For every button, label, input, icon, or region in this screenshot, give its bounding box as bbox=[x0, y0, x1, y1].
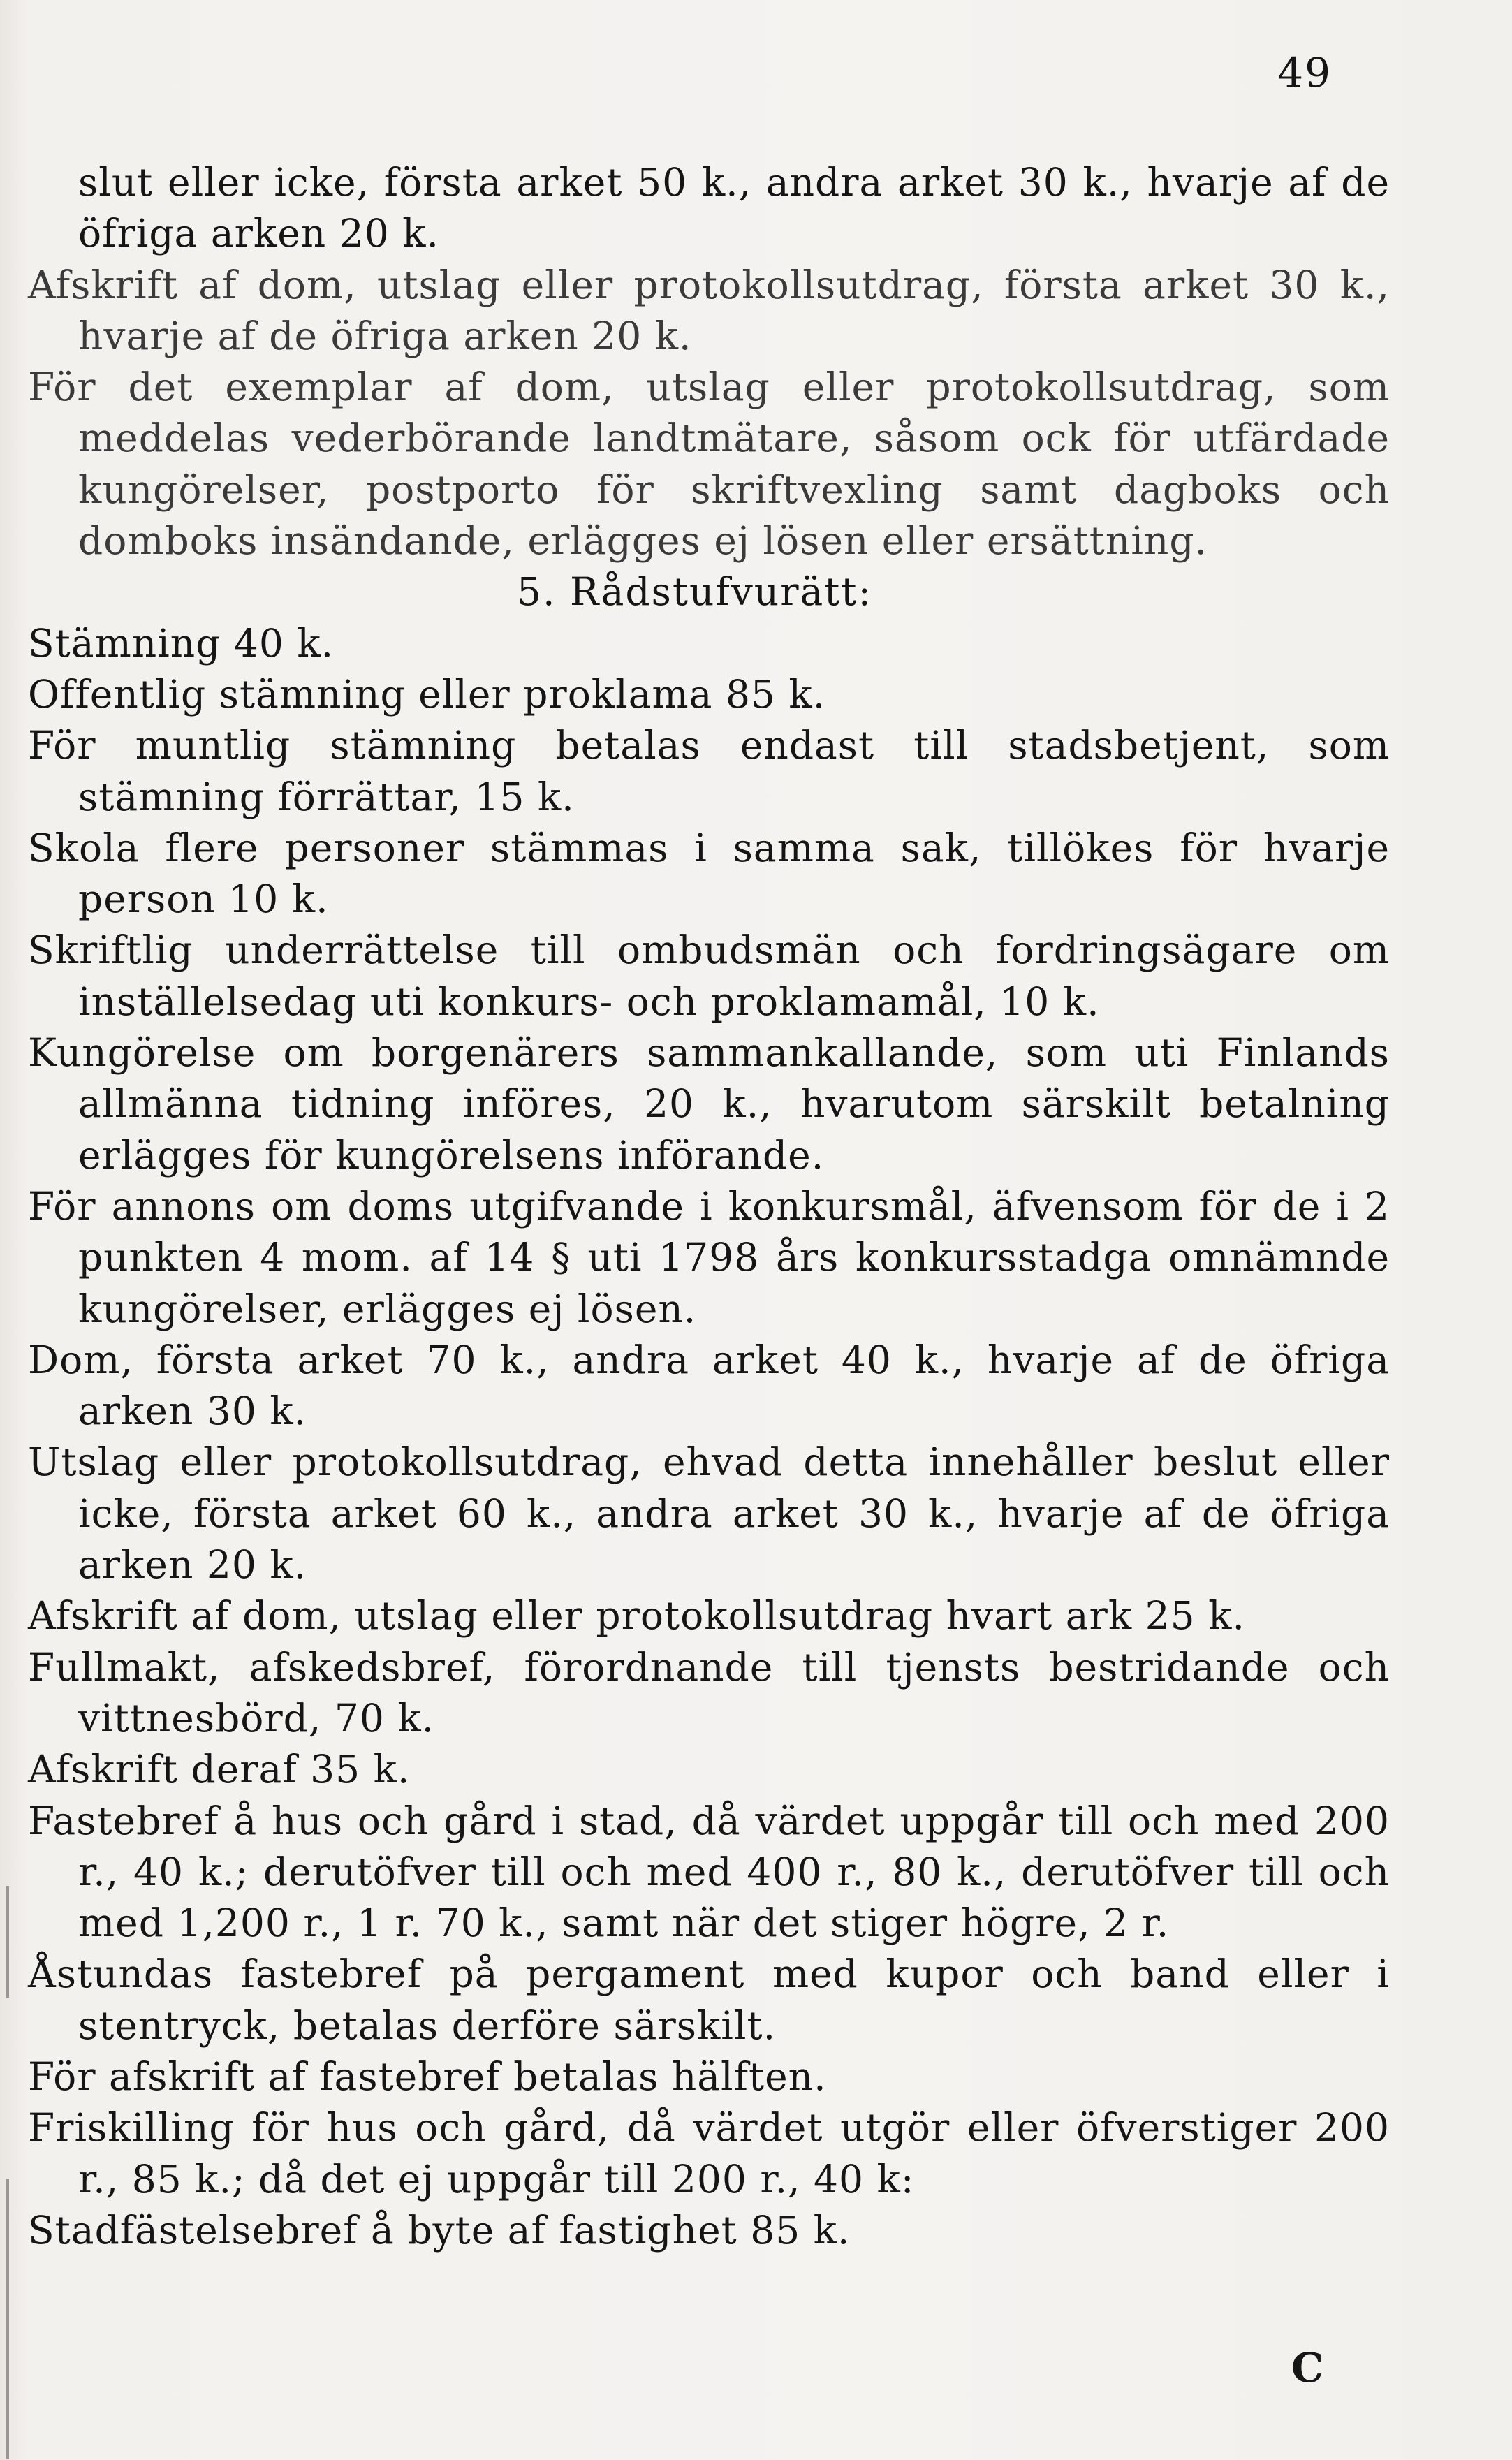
fee-entry: Utslag eller protokollsutdrag, ehvad detta innehåller beslut eller icke, första arket 60 k., andra arket 30 k., hvarje af de öfriga arken 20 k. bbox=[28, 1440, 1390, 1588]
signature-mark: C bbox=[1291, 2344, 1323, 2392]
fee-entry: Afskrift af dom, utslag eller protokollsutdrag hvart ark 25 k. bbox=[28, 1593, 1245, 1639]
fee-entry: För annons om doms utgifvande i konkursmål, äfvensom för de i 2 punkten 4 mom. af 14 § uti 1798 års konkursstadga omnämnde kungörelser, erlägges ej lösen. bbox=[28, 1183, 1390, 1331]
paragraph: För det exemplar af dom, utslag eller protokollsutdrag, som meddelas vederbörande landtmätare, såsom ock för utfärdade kungörelser, postporto för skriftvexling samt dagboks och domboks insändande, erlägges ej lösen eller ersättning. bbox=[28, 365, 1390, 564]
fee-entry: Åstundas fastebref på pergament med kupor och band eller i stentryck, betalas derföre särskilt. bbox=[28, 1952, 1390, 2048]
section-heading: 5. Rådstufvurätt: bbox=[517, 569, 873, 615]
paragraph-continuation: slut eller icke, första arket 50 k., andra arket 30 k., hvarje af de öfriga arken 20 k. bbox=[78, 160, 1390, 256]
fee-entry: Dom, första arket 70 k., andra arket 40 k., hvarje af de öfriga arken 30 k. bbox=[28, 1337, 1390, 1434]
paragraph: Afskrift af dom, utslag eller protokollsutdrag, första arket 30 k., hvarje af de öfriga arken 20 k. bbox=[28, 262, 1390, 358]
fee-entry: Skola flere personer stämmas i samma sak, tillökes för hvarje person 10 k. bbox=[28, 825, 1390, 922]
fee-entry: Offentlig stämning eller proklama 85 k. bbox=[28, 671, 826, 717]
fee-entry: Kungörelse om borgenärers sammankallande, som uti Finlands allmänna tidning införes, 20 k., hvarutom särskilt betalning erlägges för kungörelsens införande. bbox=[28, 1030, 1390, 1178]
fee-entry: Stämning 40 k. bbox=[28, 620, 335, 666]
fee-entry: För afskrift af fastebref betalas hälften. bbox=[28, 2053, 827, 2099]
fee-entry: Fullmakt, afskedsbref, förordnande till tjensts bestridande och vittnesbörd, 70 k. bbox=[28, 1644, 1390, 1741]
fee-entry: Stadfästelsebref å byte af fastighet 85 k. bbox=[28, 2207, 851, 2253]
margin-scan-edge bbox=[6, 1886, 9, 1998]
fee-entry: Afskrift deraf 35 k. bbox=[28, 1747, 411, 1792]
fee-entry: Fastebref å hus och gård i stad, då värdet uppgår till och med 200 r., 40 k.; derutöfver till och med 400 r., 80 k., derutöfver till och med 1,200 r., 1 r. 70 k., samt när det stiger högre, 2 r. bbox=[28, 1798, 1390, 1946]
fee-entry: Friskilling för hus och gård, då värdet utgör eller öfverstiger 200 r., 85 k.; då det ej uppgår till 200 r., 40 k: bbox=[28, 2105, 1390, 2202]
margin-scan-edge-lower bbox=[6, 2179, 9, 2459]
body-text bbox=[28, 157, 1390, 2256]
page-number: 49 bbox=[1277, 49, 1332, 96]
fee-entry: Skriftlig underrättelse till ombudsmän och fordringsägare om inställelsedag uti konkurs- och proklamamål, 10 k. bbox=[28, 928, 1390, 1024]
fee-entry: För muntlig stämning betalas endast till stadsbetjent, som stämning förrättar, 15 k. bbox=[28, 723, 1390, 819]
